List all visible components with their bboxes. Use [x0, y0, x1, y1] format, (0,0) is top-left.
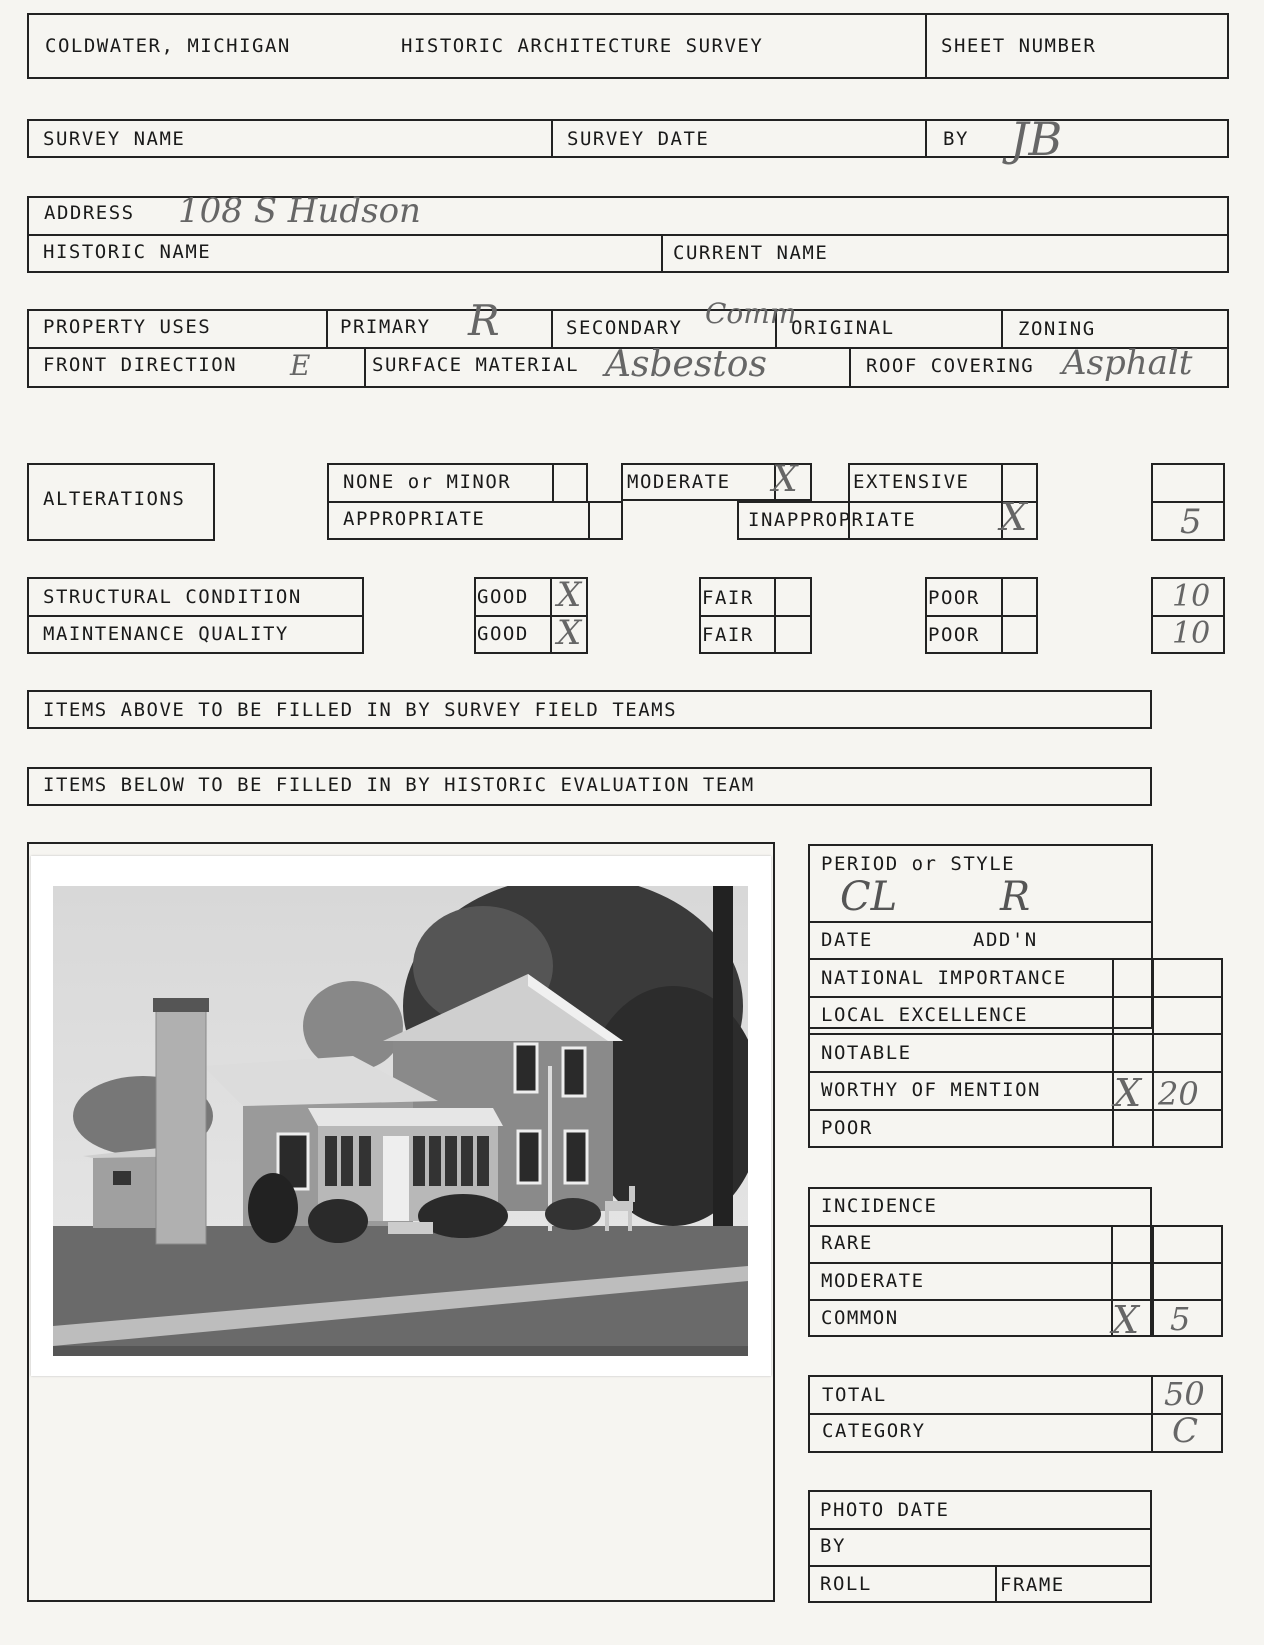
- front-direction-value: E: [290, 349, 311, 382]
- alterations-label: ALTERATIONS: [43, 488, 186, 510]
- period-value-1: CL: [840, 874, 898, 920]
- property-div-f: [849, 347, 851, 388]
- property-uses-label: PROPERTY USES: [43, 316, 212, 338]
- current-name-label: CURRENT NAME: [673, 242, 829, 264]
- rare-label: RARE: [821, 1232, 873, 1254]
- historic-name-label: HISTORIC NAME: [43, 241, 212, 263]
- category-label: CATEGORY: [822, 1420, 926, 1442]
- common-label: COMMON: [821, 1307, 899, 1329]
- good-check-div: [550, 577, 552, 654]
- none-minor-label: NONE or MINOR: [343, 471, 512, 493]
- inappropriate-bottom: [737, 538, 1038, 540]
- poor-label-2: POOR: [928, 624, 980, 646]
- moderate-label: MODERATE: [627, 471, 731, 493]
- survey-date-label: SURVEY DATE: [567, 128, 710, 150]
- none-minor-check-div: [552, 463, 554, 503]
- poor-label-1: POOR: [928, 587, 980, 609]
- survey-name-label: SURVEY NAME: [43, 128, 186, 150]
- maintenance-score: 10: [1172, 616, 1211, 651]
- form-title: HISTORIC ARCHITECTURE SURVEY: [401, 35, 764, 57]
- primary-value: R: [468, 296, 500, 345]
- appropriate-label: APPROPRIATE: [343, 508, 486, 530]
- items-below-right: [1150, 767, 1152, 806]
- property-div-e: [364, 347, 366, 388]
- fair-divider: [699, 615, 812, 617]
- incidence-row-2: [808, 1262, 1223, 1264]
- items-above-note: ITEMS ABOVE TO BE FILLED IN BY SURVEY FIELD TEAMS: [43, 699, 678, 721]
- national-importance-label: NATIONAL IMPORTANCE: [821, 967, 1067, 989]
- importance-row-2: [808, 1033, 1223, 1035]
- primary-label: PRIMARY: [340, 316, 431, 338]
- importance-row-1: [808, 996, 1223, 998]
- poor-divider: [925, 615, 1038, 617]
- survey-div2: [925, 119, 927, 158]
- photo-mount: [31, 856, 771, 1376]
- poor-check-div: [1001, 577, 1003, 654]
- addn-label: ADD'N: [973, 929, 1038, 951]
- period-value-2: R: [1000, 874, 1031, 920]
- good-label-1: GOOD: [477, 586, 529, 608]
- notable-label: NOTABLE: [821, 1042, 912, 1064]
- totals-divider: [808, 1413, 1223, 1415]
- original-label: ORIGINAL: [791, 317, 895, 339]
- incidence-row-3: [808, 1299, 1223, 1301]
- survey-by-label: BY: [943, 128, 969, 150]
- roof-covering-value: Asphalt: [1062, 343, 1193, 383]
- surface-material-label: SURFACE MATERIAL: [372, 354, 580, 376]
- property-div-b: [551, 309, 553, 348]
- sheet-number-label: SHEET NUMBER: [941, 35, 1097, 57]
- items-below-note: ITEMS BELOW TO BE FILLED IN BY HISTORIC EVALUATION TEAM: [43, 774, 755, 796]
- good-label-2: GOOD: [477, 623, 529, 645]
- inappropriate-label: INAPPROPRIATE: [748, 509, 917, 531]
- total-label: TOTAL: [822, 1384, 887, 1406]
- local-excellence-label: LOCAL EXCELLENCE: [821, 1004, 1029, 1026]
- address-divider: [27, 234, 1229, 236]
- items-below-top: [27, 767, 1152, 769]
- roll-frame-div: [995, 1565, 997, 1603]
- eval-poor-label: POOR: [821, 1117, 873, 1139]
- property-div-d: [1001, 309, 1003, 348]
- worthy-score: 20: [1158, 1075, 1199, 1113]
- totals-score-div: [1151, 1375, 1153, 1453]
- photo-by-label: BY: [820, 1535, 846, 1557]
- incidence-row-1: [808, 1225, 1223, 1227]
- photo-date-label: PHOTO DATE: [820, 1499, 950, 1521]
- period-divider: [808, 921, 1153, 923]
- fair-check-div: [774, 577, 776, 654]
- appropriate-check-div: [588, 501, 590, 540]
- structural-score: 10: [1172, 579, 1211, 614]
- address-value: 108 S Hudson: [178, 191, 421, 231]
- survey-left: [27, 119, 29, 158]
- roof-covering-label: ROOF COVERING: [866, 355, 1035, 377]
- survey-by-value: JB: [1010, 112, 1063, 166]
- alterations-score: 5: [1180, 502, 1202, 542]
- common-score: 5: [1170, 1300, 1191, 1338]
- inappropriate-left: [737, 501, 739, 540]
- importance-score-div: [1152, 958, 1154, 1148]
- items-below-bottom: [27, 804, 1152, 806]
- category-value: C: [1172, 1411, 1199, 1451]
- common-mark: X: [1112, 1298, 1140, 1342]
- moderate-mark: X: [772, 459, 798, 500]
- city-label: COLDWATER, MICHIGAN: [45, 35, 291, 57]
- house-photo: [53, 886, 748, 1356]
- address-label: ADDRESS: [44, 202, 135, 224]
- survey-div1: [551, 119, 553, 158]
- inappropriate-mark: X: [1000, 495, 1028, 539]
- photo-info-row-2: [808, 1565, 1152, 1567]
- secondary-label: SECONDARY: [566, 317, 683, 339]
- frame-label: FRAME: [1000, 1574, 1065, 1596]
- property-div-a: [326, 309, 328, 348]
- importance-row-3: [808, 1071, 1223, 1073]
- roll-label: ROLL: [820, 1573, 872, 1595]
- maintenance-quality-label: MAINTENANCE QUALITY: [43, 623, 289, 645]
- extensive-divider: [738, 501, 1038, 503]
- extensive-label: EXTENSIVE: [853, 471, 970, 493]
- zoning-label: ZONING: [1018, 318, 1096, 340]
- surface-material-value: Asbestos: [605, 344, 767, 385]
- condition-label-divider: [27, 615, 364, 617]
- fair-label-2: FAIR: [702, 624, 754, 646]
- header-divider: [925, 13, 927, 79]
- items-below-left: [27, 767, 29, 806]
- incidence-label: INCIDENCE: [821, 1195, 938, 1217]
- worthy-mark: X: [1114, 1071, 1142, 1115]
- period-style-label: PERIOD or STYLE: [821, 853, 1016, 875]
- fair-label-1: FAIR: [702, 587, 754, 609]
- front-direction-label: FRONT DIRECTION: [43, 354, 238, 376]
- secondary-value: Comm: [705, 297, 797, 330]
- worthy-label: WORTHY OF MENTION: [821, 1079, 1041, 1101]
- names-divider: [661, 234, 663, 273]
- incidence-score-div: [1152, 1225, 1154, 1337]
- date-label: DATE: [821, 929, 873, 951]
- structural-good-mark: X: [557, 575, 582, 615]
- survey-right: [1227, 119, 1229, 158]
- structural-condition-label: STRUCTURAL CONDITION: [43, 586, 302, 608]
- maintenance-good-mark: X: [557, 613, 582, 653]
- incidence-moderate-label: MODERATE: [821, 1270, 925, 1292]
- total-value: 50: [1164, 1375, 1205, 1413]
- photo-info-row-1: [808, 1528, 1152, 1530]
- importance-check-div: [1112, 958, 1114, 1148]
